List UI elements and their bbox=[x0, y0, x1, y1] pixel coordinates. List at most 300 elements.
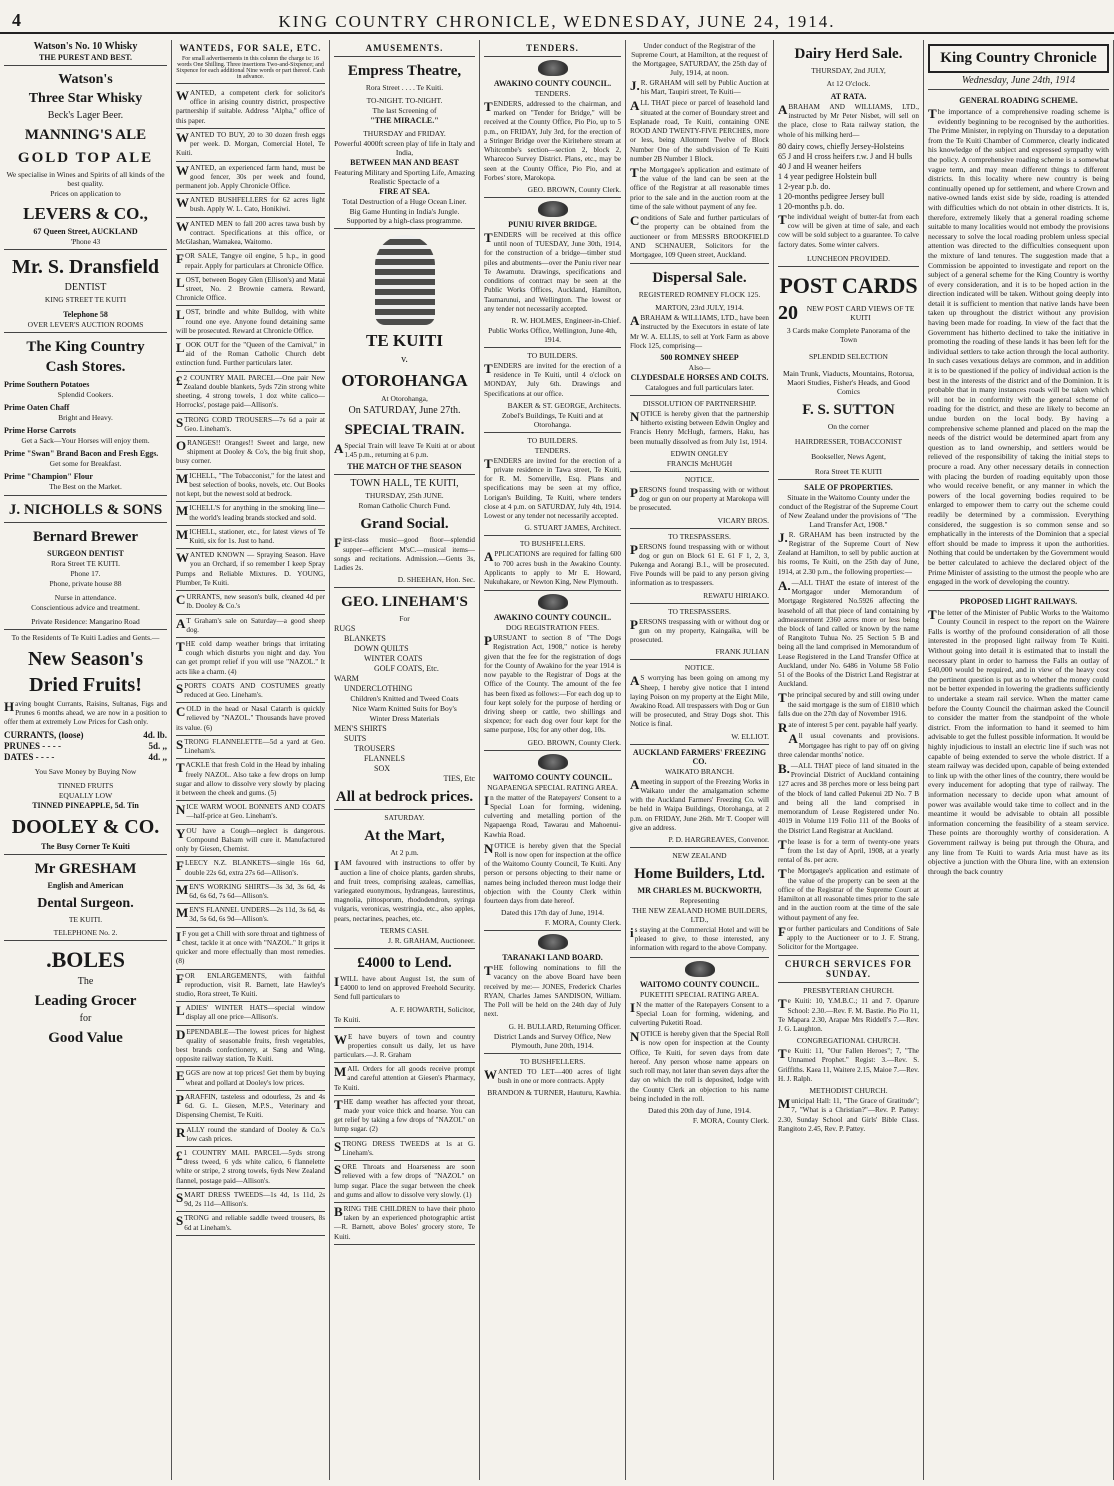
at-12: At 12 O'clock. bbox=[826, 79, 871, 88]
classified-ad: LOST, brindle and white Bulldog, with white round one eye. Anyone found detaining same will be prosecuted. Reward at Chronicle Office. bbox=[176, 306, 325, 339]
mortgagee: The Mortgagee's application and estimate of the value of the land can be seen at the office of the Registrar at all reasonable times prior to the sale and in the auction room at the time of the sale without payment of any fee. bbox=[630, 164, 769, 211]
empress: Empress Theatre, bbox=[347, 63, 462, 79]
levers: LEVERS & CO., bbox=[23, 204, 148, 223]
buckworth: MR CHARLES M. BUCKWORTH, bbox=[637, 885, 762, 895]
dated: Dated this 20th day of June, 1914. bbox=[648, 1106, 751, 1115]
brown2: GEO. BROWN, County Clerk. bbox=[527, 737, 621, 747]
notice: NOTICE. bbox=[684, 474, 715, 484]
trespassers2: TO TRESPASSERS. bbox=[668, 606, 731, 616]
page-number: 4 bbox=[12, 10, 21, 30]
herd-item: 40 J and H weaner heifers bbox=[778, 161, 862, 171]
mora: F. MORA, County Clerk. bbox=[692, 1116, 769, 1125]
sale-prop: SALE OF PROPERTIES. bbox=[804, 482, 893, 492]
saturday2: SATURDAY. bbox=[384, 813, 425, 823]
classified-ad: AT Graham's sale on Saturday—a good sheep dog. bbox=[176, 615, 325, 638]
classified-ad: MICHELL'S for anything in the smoking line—the world's leading brands stocked and sold. bbox=[176, 502, 325, 525]
amusements-head: AMUSEMENTS. bbox=[365, 43, 444, 53]
empress-rora: Rora Street . . . . Te Kuiti. bbox=[365, 83, 444, 92]
lease-term: The lease is for a term of twenty-one years from the 1st day of April, 1908, at a yearly rental of 8s. per acre. bbox=[778, 836, 919, 865]
presbyterian: PRESBYTERIAN CHURCH. bbox=[803, 986, 894, 996]
julian: FRANK JULIAN bbox=[715, 647, 769, 657]
cash-stores-1: The King Country bbox=[26, 339, 145, 355]
fruits-para: Having bought Currants, Raisins, Sultanas, Figs and Prunes 6 months ahead, we are now in a position to offer them at extremely Low Prices for Cash only. bbox=[4, 699, 167, 727]
rate: Rate of interest 5 per cent. payable half yearly. bbox=[778, 720, 918, 736]
mchugh: FRANCIS McHUGH bbox=[666, 458, 733, 468]
lineham-for: For bbox=[399, 614, 410, 624]
classified-ad: LOOK OUT for the "Queen of the Carnival," in aid of the Roman Catholic Church debt extinction fund. Further particulars later. bbox=[176, 339, 325, 372]
column-6 bbox=[774, 40, 924, 1480]
railways-head: PROPOSED LIGHT RAILWAYS. bbox=[959, 596, 1078, 606]
mannings: MANNING'S ALE bbox=[24, 127, 147, 143]
staying: is staying at the Commercial Hotel and will be pleased to give, to those interested, any information with regard to the above Company. bbox=[630, 924, 769, 953]
leading: Leading Grocer bbox=[34, 992, 137, 1009]
classified-ad: WANTED, an experienced farm hand, must be good fencer, 30s per week and found, permanent job. Apply Chronicle Office. bbox=[176, 162, 325, 195]
also: Also— bbox=[688, 363, 711, 373]
ngap-text: In the matter of the Ratepayers' Consent to a Special Loan for forming, widening, culverting and metalling portion of the Ngapaenga Road, Tawarau and Mahoenui-Kawhia Road. bbox=[484, 792, 621, 839]
classified-ad: STRONG FLANNELETTE—5d a yard at Geo. Lineham's. bbox=[176, 736, 325, 759]
dog-reg: DOG REGISTRATION FEES. bbox=[505, 623, 600, 633]
council-crest-icon bbox=[484, 201, 621, 217]
twenty: 20 bbox=[778, 301, 798, 324]
mens-item: SUITS bbox=[344, 734, 367, 744]
dairy: Dairy Herd Sale. bbox=[794, 46, 903, 62]
classified-ad: STRONG DRESS TWEEDS at 1s at G. Lineham's. bbox=[334, 1138, 475, 1161]
hargreaves: P. D. HARGREAVES, Convenor. bbox=[668, 834, 769, 844]
product-item: Prime Horse Carrots Get a Sack—Your Horses will enjoy them. bbox=[4, 426, 150, 445]
james: G. STUART JAMES, Architect. bbox=[524, 523, 621, 533]
railways-text: The letter of the Minister of Public Works to the Waitomo County Council in respect to the report on the Wairere Falls is worthy of the profound consideration of all those interested in the proposed light railway from Te Kuiti. Without going into detail it is estimated that to install the necessary plant in order to harness the Falls an outlay of £40,000 would be required, and in view of the heavy cost the pertinent question is put as to whether the money could not be better expended in lowering the gradients sufficiently to undertake a steam rail service. When the matter came before the County Council the chairman asked the Council to consider the matter from the standpoint of the whole district. From the information to hand it seemed to him advisable to get the fullest possible information. It would be highly injudicious to install an electric line if such was not capable of being extended to serve the whole district. If a steam railway was decided upon, capable of being extended to link up with the other lines of the country, there would be every inducement for adopting that type of railway. The information necessary to decide upon what amount of power was available would take time to collect and in the meantime it would be advisable to obtain all possible information concerning the feasibility of a steam service. These points are thoroughly worthy of consideration. A Government railway is being put through the Ohura, and any line from Te Kuiti to wards Aria must have as its objective a junction with the Ohura line, with an extension through the back country bbox=[928, 606, 1109, 876]
at-rata: AT RATA. bbox=[830, 92, 867, 101]
dooley: DOOLEY & CO. bbox=[11, 815, 160, 838]
holmes: R. W. HOLMES, Engineer-in-Chief. bbox=[511, 315, 621, 325]
classified-ad: THE damp weather has affected your throat, made your voice thick and hoarse. You can get relief by taking a few drops of "NAZOL" on lump sugar. (2) bbox=[334, 1096, 475, 1138]
column-1 bbox=[0, 40, 172, 1480]
classified-ad: £2 COUNTRY MAIL PARCEL—One pair New Zealand double blankets, 5yds 72in strong white sheeting, 4 strong towels, 1 doz white calico—Horrocks', postage paid—Allison's. bbox=[176, 372, 325, 414]
mens-item: TIES, Etc bbox=[443, 774, 475, 784]
column-4 bbox=[480, 40, 626, 1480]
goods-item: WARM bbox=[334, 674, 359, 684]
romney: 500 ROMNEY SHEEP bbox=[660, 353, 739, 363]
to-builders2: TO BUILDERS. bbox=[527, 435, 578, 445]
featuring: Featuring Military and Sporting Life, Amazing Realistic Spectacle of a bbox=[334, 168, 475, 186]
thursday-friday: THURSDAY and FRIDAY. bbox=[363, 129, 446, 138]
saturday-27: On SATURDAY, June 27th. bbox=[348, 405, 461, 416]
conditions: Conditions of Sale and further particulars of the property can be obtained from the auctioneer or from MESSRS BROOKFIELD AND SCHNAUER, Solicitors for the Mortgagee, 109 Queen street, Auckland. bbox=[630, 213, 769, 259]
goods-item: UNDERCLOTHING bbox=[344, 684, 413, 694]
boles-for: for bbox=[79, 1012, 92, 1024]
graham-text: J.R. GRAHAM will sell by Public Auction at his Mart, Taupiri street, Te Kuiti— bbox=[630, 78, 769, 97]
column-2 bbox=[172, 40, 330, 1480]
herd-item: 1 2-year p.b. do. bbox=[778, 181, 831, 191]
mens-item: TROUSERS bbox=[354, 744, 395, 754]
classified-ad: CURRANTS, new season's bulk, cleaned 4d per lb. Dooley & Co.'s bbox=[176, 591, 325, 614]
bushfellers2: TO BUSHFELLERS. bbox=[519, 1056, 586, 1066]
mens-list bbox=[334, 724, 475, 783]
a-all: A.—ALL THAT the estate of interest of the Mortgagor under Memorandum of Mortgage Registered No.5926 affecting the leasehold of all that piece of land containing by admeasurement 2360 acres more or less being the block of land called or known by the name of Rangitoto Tuhua No. 25 Section 5 B and being all the land comprised in Memorandum of Lease Registered in the Land Transfer Office at Auckland, under No. 6486 in Volume 58 Folio 51 of the Books of the District Land Registrar at Auckland. bbox=[778, 577, 919, 689]
match-otorohanga: OTOROHANGA bbox=[341, 371, 468, 390]
classified-ad: FLEECY N.Z. BLANKETS—single 16s 6d, double 22s 6d, extra 27s 6d—Allison's. bbox=[176, 857, 325, 880]
eng-am: English and American bbox=[47, 880, 124, 890]
luncheon: LUNCHEON PROVIDED. bbox=[807, 253, 890, 263]
phone17: Phone 17. bbox=[70, 569, 101, 578]
classified-ad: IF you get a Chill with sore throat and tightness of chest, tackle it at once with "NAZOL." It grips it quicker and more effectually than most remedies. (8) bbox=[176, 928, 325, 970]
dispersal: Dispersal Sale. bbox=[652, 270, 747, 287]
vicary-text: PERSONS found trespassing with or without dog or gun on our property at Marokopa will be prosecuted. bbox=[630, 484, 769, 513]
childrens: Children's Knitted and Tweed Coats bbox=[350, 694, 459, 704]
mora: F. MORA, County Clerk. bbox=[544, 918, 621, 928]
ongley: EDWIN ONGLEY bbox=[670, 448, 729, 458]
at-mart: At the Mart, bbox=[364, 828, 445, 845]
all-that: ALL THAT piece or parcel of leasehold land situated at the corner of Boundary street and Esplanade road, Te Kuiti, containing ONE ROOD AND TWENTY-FIVE PERCHES, more or less, being Allotment Twelve of Block Number One of the subdivision of Te Kuiti number 2B Number 1 Block. bbox=[630, 98, 769, 163]
zobel: Zobel's Buildings, Te Kuiti and at Otorohanga. bbox=[501, 410, 604, 429]
match-te-kuiti: TE KUITI bbox=[366, 331, 443, 350]
taranaki: TARANAKI LAND BOARD. bbox=[502, 953, 603, 963]
church-head: CHURCH SERVICES FOR SUNDAY. bbox=[784, 959, 913, 980]
bedrock: All at bedrock prices. bbox=[335, 789, 474, 806]
phone-private: Phone, private house 88 bbox=[49, 579, 122, 588]
elliot-text: AS worrying has been going on among my Sheep, I hereby give notice that I intend laying Poison on my property at the Eight Mile, Awakino Road. All trespassers with Dog or Gun will be prosecuted, and Stray Dogs shot. This Notice is final. bbox=[630, 673, 769, 729]
train-text: ASpecial Train will leave Te Kuiti at or about 1.45 p.m., returning at 6 p.m. bbox=[334, 441, 475, 460]
classified-ad: BRING THE CHILDREN to have their photo taken by an experienced photographic artist—R. Barnett, above Boles' grocery store, Te Kuiti. bbox=[334, 1203, 475, 1245]
te-kuiti: Te Kuiti. bbox=[334, 1014, 361, 1024]
brewer: Bernard Brewer bbox=[32, 529, 139, 545]
classified-ad: PARAFFIN, tasteless and odourless, 2s and 4s 6d. G. L. Giesen, M.P.S., Veterinary and Dispensing Chemist, Te Kuiti. bbox=[176, 1091, 325, 1124]
marton: MARTON, 23rd JULY, 1914. bbox=[655, 303, 744, 313]
wanted-let: WANTED TO LET—400 acres of light bush in one or more contracts. Apply bbox=[484, 1066, 621, 1085]
congregational: CONGREGATIONAL CHURCH. bbox=[796, 1036, 901, 1046]
dissolution-text: NOTICE is hereby given that the partnership hitherto existing between Edwin Ongley and Francis Henry McHugh, farmers, Haku, has been mutually dissolved as from July 1st, 1914. bbox=[630, 409, 769, 446]
price-row: DATES - - - - 4d. ,, bbox=[4, 751, 167, 762]
goods-item: DOWN QUILTS bbox=[354, 644, 409, 654]
bookseller: Bookseller, News Agent, bbox=[811, 451, 886, 461]
classified-ad: EGGS are now at top prices! Get them by buying wheat and pollard at Dooley's low prices. bbox=[176, 1067, 325, 1090]
at-otoro: At Otorohanga, bbox=[381, 394, 428, 403]
dissolution: DISSOLUTION OF PARTNERSHIP. bbox=[642, 399, 757, 409]
herd-list bbox=[778, 142, 919, 211]
classified-ad: WANTED TO BUY, 20 to 30 dozen fresh eggs per week. D. Morgan, Comercial Hotel, Te Kuiti. bbox=[176, 129, 325, 162]
private-res: Private Residence: Mangarino Road bbox=[31, 617, 140, 626]
council-crest-icon bbox=[484, 754, 621, 770]
tele: TELEPHONE No. 2. bbox=[53, 927, 118, 937]
busy-corner: The Busy Corner Te Kuiti bbox=[41, 841, 130, 851]
fire: FIRE AT SEA. bbox=[379, 187, 430, 196]
classified-ad: LOST, between Bogey Glen (Ellison's) and Matai street, No. 2 Brownie camera. Reward, Chronicle Office. bbox=[176, 274, 325, 307]
three-star: Three Star Whisky bbox=[28, 91, 143, 106]
lend: £4000 to Lend. bbox=[357, 954, 452, 971]
conscientious: Conscientious advice and treatment. bbox=[31, 603, 140, 612]
classified-ad: TACKLE that fresh Cold in the Head by inhaling freely NAZOL. Also take a few drops on lump sugar and allow to dissolve very slowly by placing it between the cheek and gums. (5) bbox=[176, 759, 325, 801]
council-crest-icon bbox=[484, 594, 621, 610]
waitomo: WAITOMO COUNTY COUNCIL. bbox=[639, 979, 760, 989]
howarth: A. F. HOWARTH, Solicitor, bbox=[390, 1004, 475, 1014]
rora-street: Rora Street TE KUITI. bbox=[50, 559, 120, 568]
council-crest-icon bbox=[484, 60, 621, 76]
classified-ad: SMART DRESS TWEEDS—1s 4d, 1s 11d, 2s 9d, 2s 11d—Allison's. bbox=[176, 1189, 325, 1212]
cash-stores-2: Cash Stores. bbox=[45, 359, 126, 375]
rora: Rora Street TE KUITI bbox=[814, 466, 883, 476]
herd-item: 1 4 year pedigree Holstein bull bbox=[778, 171, 877, 181]
classified-ad: WANTED KNOWN — Spraying Season. Have you an Orchard, if so remember I keep Spray Pumps and Reliable Mixtures. D. YOUNG, Plumber, Te Kuiti. bbox=[176, 549, 325, 591]
freezing-text: Ameeting in support of the Freezing Works in Waikato under the amalgamation scheme with the Auckland Farmers' Freezing Co. will be held in Waipa Buildings, Otorohanga, at 2 p.m. on FRIDAY, June 26th. Mr T. Cooper will give an address. bbox=[630, 776, 769, 832]
three-cards: 3 Cards make Complete Panorama of the Town bbox=[786, 325, 911, 344]
town-hall: TOWN HALL, TE KUITI, bbox=[350, 478, 459, 490]
column-3 bbox=[330, 40, 480, 1480]
match-season: THE MATCH OF THE SEASON bbox=[347, 462, 462, 472]
trespassers: TO TRESPASSERS. bbox=[668, 531, 731, 541]
new-post: NEW POST CARD VIEWS OF TE KUITI bbox=[806, 304, 915, 323]
graham: J. R. GRAHAM, Auctioneer. bbox=[388, 935, 475, 945]
waitomo: WAITOMO COUNTY COUNCIL. bbox=[492, 772, 613, 782]
b-all: B.—ALL THAT piece of land situated in the Provincial District of Auckland containing 127 acres and 38 perches more or less being part of the block of land called Pukenui 2D No. 7 B and being all the land comprised in memorandum of Lease Registered under No. 4019 in Volume 119 Folio 111 of the Books of the District Land Registrar at Auckland. bbox=[778, 761, 919, 835]
situate: Situate in the Waitomo County under the conduct of the Registrar of the Supreme Court of New Zealand under the provisions of "The Land Transfer Act, 1908." bbox=[779, 492, 918, 529]
football-player-illustration bbox=[334, 235, 475, 325]
post-cards-row bbox=[778, 302, 919, 325]
surgeon: SURGEON DENTIST bbox=[47, 549, 124, 558]
wanteds-head: WANTEDS, FOR SALE, ETC. bbox=[179, 43, 322, 53]
dated: Dated this 17th day of June, 1914. bbox=[501, 908, 604, 918]
classified-ad: FOR SALE, Tangye oil engine, 5 h.p., in good repair. Apply for particulars at Chronicle Office. bbox=[176, 250, 325, 273]
levers-phone: 'Phone 43 bbox=[70, 237, 101, 246]
classified-list bbox=[176, 87, 325, 1236]
classified-ad: DEPENDABLE—The lowest prices for highest quality of seasonable fruits, fresh vegetables, best brands confectionery, at Sang and Wing, opposite railway station, Te Kuiti. bbox=[176, 1026, 325, 1068]
watson-sub: THE PUREST AND BEST. bbox=[38, 53, 133, 62]
product-list bbox=[4, 380, 167, 491]
dransfield: Mr. S. Dransfield bbox=[11, 256, 160, 278]
product-item: Prime "Swan" Brand Bacon and Fresh Eggs. Get some for Breakfast. bbox=[4, 449, 159, 468]
between: BETWEEN MAN AND BEAST bbox=[350, 158, 459, 167]
abraham-text: ABRAHAM & WILLIAMS, LTD., have been instructed by the Executors in estate of late Mr W. A. ELLIS, to sell at York Farm as above Flock 125, comprising— bbox=[630, 313, 769, 350]
special-train: SPECIAL TRAIN. bbox=[344, 422, 465, 438]
equally: EQUALLY LOW bbox=[58, 790, 113, 800]
brandon: BRANDON & TURNER, Hauturu, Kawhia. bbox=[487, 1088, 621, 1097]
classified-ad: WE have buyers of town and country properties consult us daily, let us have particulars.—J. R. Graham bbox=[334, 1031, 475, 1064]
classified-ad: MICHELL, stationer, etc., for latest views of Te Kuiti, six for 1s. Just to hand. bbox=[176, 526, 325, 549]
mortgagee: The Mortgagee's application and estimate of the value of the property can be seen at the office of the Registrar of the Supreme Court at Hamilton at all reasonable times prior to the sale and in the auction room at the time of the sale without payment of any fee. bbox=[778, 866, 919, 922]
roading-text: The importance of a comprehensive roading scheme is evidently beginning to be recognised by the authorities. The Prime Minister, in replying on Thursday to a deputation from the Te Kuiti Chamber of Commerce, clearly indicated his knowledge of the subject and expressed sympathy with the policy. A comprehensive roading scheme is a somewhat vague term, and may mean different things to different districts. In this locality where new country is being continually opened up for settlement, and where Crown and native-owned lands exist side by side, roading is attended with difficulties which do not obtain in other districts. It is, therefore, extremely likely that a general roading scheme suitable to many localities would not embody the provisions necessary to solve the local roading problem unless special attention was directed to the difficulties consequent upon the mixture of land tenures. The suggestion made that a Commission be appointed to investigate and report on the subject of a general scheme for the King Country is worthy of every consideration, and it is to be hoped action in the direction indicated will be taken. Without going deeply into detail it is sufficient to mention that native lands have been taken up throughout the district without any provision having been made for roading. In view of the fact that the Government has hitherto declined to take the initiative in promoting the roading of these lands it has been left for the individual settlers to take action through the local authority. In such cases vexatious delays are common, and in addition it is to be questioned if the policy of individual action is the best in the interests of the district and of the Dominion. It is probable that in many instances roads will be taken which will not be in conformity with the general scheme of roading for the district, and these are likely to become an undue burden on the local body. By having a comprehensive scheme planned and placed on the map the needs of the district would be determined apart from any question as to land ownership, and settlers would be relieved of the responsibility of taking the initial steps to procure a road. Any other necessary details in connection with placing the burden of roading equitably upon those who would receive benefit, or any manner in which the powers of the local governing bodies required to be enlarged to empower them to carry out the scheme could readily be determined by a commission. Everything considered, the suggestion is so common sense and so emphatically in the interests of the Dominion that a special effort should be made to impress it upon the authorities. Nothing that could be undertaken by the Government would be better calculated to achieve the declared object of the Prime Minister of assisting to the utmost the people who are engaged in the work of developing the country. bbox=[928, 106, 1109, 587]
product-item: Prime "Champion" Flour The Best on the Market. bbox=[4, 472, 122, 491]
classified-ad: WANTED, a competent clerk for solicitor's office in arising country district, prospective partnership if suitable. Address "Alpha," office of this paper. bbox=[176, 87, 325, 129]
thursday-25: THURSDAY, 25th JUNE. bbox=[365, 491, 444, 501]
watson-head: Watson's No. 10 Whisky bbox=[33, 41, 138, 52]
hiriako-text: PERSONS found trespassing with or without dog or gun on Block 61 E. 61 F 1, 2, 3, Pukenga and Aorangi B.1., will be prosecuted. Five Pounds will be paid to any person giving information as to trespassers. bbox=[630, 541, 769, 588]
editorial-title: King Country Chronicle bbox=[928, 44, 1109, 73]
on-corner: On the corner bbox=[827, 421, 870, 431]
hairdresser: HAIRDRESSER, TOBACCONIST bbox=[794, 436, 903, 446]
classified-ad: YOU have a Cough—neglect is dangerous. Compound Balsam will cure it. Manufactured only by Giesen, Chemist. bbox=[176, 825, 325, 858]
baker: BAKER & ST. GEORGE, Architects. bbox=[507, 400, 621, 410]
becks: Beck's Lager Beer. bbox=[47, 110, 124, 121]
terms: TERMS CASH. bbox=[380, 925, 429, 935]
at-2pm: At 2 p.m. bbox=[390, 848, 419, 858]
awakino2: AWAKINO COUNTY COUNCIL. bbox=[493, 613, 612, 623]
dog-text: PURSUANT to section 8 of "The Dogs Registration Act, 1908," notice is hereby given that the fee for the registration of dogs for the County of Awakino for the year 1914 is now payable to the Registrar of Dogs at the Office of the County. The amount of the fee has been fixed as follows:—For each dog up to four kept solely for the purpose of herding or driving sheep or cattle, two shillings and sixpence; for each dog over four kept for the same purpose, 10s; for any other dog, 10s. bbox=[484, 633, 621, 735]
classified-ad: WANTED BUSHFELLERS for 62 acres light bush. Apply W. L. Cato, Honikiwi. bbox=[176, 194, 325, 217]
gold-top: GOLD TOP ALE bbox=[17, 150, 154, 166]
hiriako: REWATU HIRIAKO. bbox=[703, 590, 769, 600]
splendid: SPLENDID SELECTION bbox=[809, 351, 888, 361]
boles: .BOLES bbox=[46, 946, 125, 972]
classified-ad: SORE Throats and Hoarseness are soon relieved with a few drops of "NAZOL" on lump sugar. Place the sugar between the cheek and gums and allow to dissolve very slowly. (1) bbox=[334, 1161, 475, 1203]
post-cards: POST CARDS bbox=[779, 272, 918, 298]
match-v: v. bbox=[401, 354, 408, 365]
notice-puketiti: NOTICE is hereby given that the Special Roll is now open for inspection at the County Office, Te Kuiti, for seven days from date hereof. Any person whose name appears on such roll may, not later than seven days after the day on which the roll is deposited, lodge with the County Clerk an objection to his name being included in the roll. bbox=[630, 1029, 769, 1103]
catalogues: Catalogues and full particulars later. bbox=[645, 383, 754, 393]
julian-text: PERSONS trespassing with or without dog or gun on my property, Kaingaika, will be prosecuted. bbox=[630, 616, 769, 645]
grand-social: Grand Social. bbox=[360, 516, 449, 533]
save-money: You Save Money by Buying Now bbox=[34, 766, 137, 776]
rc-fund: Roman Catholic Church Fund. bbox=[358, 501, 451, 511]
notice2: NOTICE. bbox=[684, 663, 715, 673]
notice-text: NOTICE is hereby given that the Special Roll is now open for inspection at the office of the Waitomo County Council, Te Kuiti. Any person or persons objecting to their name or names being included thereon must lodge their objection with the County Clerk within fourteen days from date hereof. bbox=[484, 840, 621, 906]
classified-ad: STRONG and reliable saddle tweed trousers, 8s 6d at Lineham's. bbox=[176, 1212, 325, 1235]
sheehan: D. SHEEHAN, Hon. Sec. bbox=[397, 575, 475, 585]
classified-ad: FOR ENLARGEMENTS, with faithful reproduction, visit R. Barnett, late Hawley's studio, Rora street, Te Kuiti. bbox=[176, 970, 325, 1003]
covenants: All usual covenants and provisions. Mortgagee has right to pay off on giving three calendar months' notice. bbox=[778, 731, 919, 759]
roading-head: GENERAL ROADING SCHEME. bbox=[959, 96, 1078, 105]
bushfellers: TO BUSHFELLERS. bbox=[519, 539, 586, 549]
nz: NEW ZEALAND bbox=[672, 850, 727, 860]
mens-item: FLANNELS bbox=[364, 754, 405, 764]
awakino: AWAKINO COUNTY COUNCIL. bbox=[493, 79, 612, 88]
classified-ad: NICE WARM WOOL BONNETS AND COATS—half-price at Geo. Lineham's. bbox=[176, 801, 325, 824]
new-season: New Season's bbox=[27, 648, 143, 670]
good-value: Good Value bbox=[48, 1029, 123, 1046]
classified-ad: £1 COUNTRY MAIL PARCEL—5yds strong dress tweed, 6 yds white calico, 6 flannelette white or stripe, 2 strong towels, 6yds New Zealand flannel, postage paid—Allison's. bbox=[176, 1147, 325, 1189]
nicholls: J. NICHOLLS & SONS bbox=[8, 502, 163, 518]
tekuiti: TE KUITI. bbox=[68, 914, 103, 924]
bush-text: APPLICATIONS are required for falling 600 to 700 acres bush in the Awakino County. Applicants to apply to Mr E. Howard, Nukuhakare, or Newton King, New Plymouth. bbox=[484, 549, 621, 586]
butter-fat: The individual weight of butter-fat from each cow will be given at time of sale, and each cow will be sold subject to a guarantee. To calve factory dates. Some winter calvers. bbox=[778, 211, 919, 249]
product-item: Prime Southern Potatoes Splendid Cookers. bbox=[4, 380, 114, 399]
methodist: METHODIST CHURCH. bbox=[809, 1086, 888, 1096]
lineham: GEO. LINEHAM'S bbox=[341, 594, 468, 611]
home-builders: Home Builders, Ltd. bbox=[634, 865, 765, 882]
big-game: Big Game Hunting in India's Jungle. Supported by a high-class programme. bbox=[346, 207, 463, 225]
ngapaenga: NGAPAENGA SPECIAL RATING AREA. bbox=[487, 782, 618, 792]
registered: REGISTERED ROMNEY FLOCK 125. bbox=[638, 290, 761, 300]
principal: The principal secured by and still owing under the said mortgage is the sum of £1810 which falls due on the 27th day of November 1916. bbox=[778, 690, 919, 718]
herd-item: 1 20-months pedigree Jersey bull bbox=[778, 191, 885, 201]
levers-addr: 67 Queen Street, AUCKLAND bbox=[33, 227, 138, 236]
herd-item: 65 J and H cross heifers r.w. J and H bulls bbox=[778, 151, 913, 161]
council-crest-icon bbox=[484, 934, 621, 950]
col5-intro: Under conduct of the Registrar of the Supreme Court, at Hamilton, at the request of the Mortgagee, SATURDAY, the 25th day of July, 1914, at noon. bbox=[631, 41, 768, 77]
miracle: "THE MIRACLE." bbox=[370, 116, 439, 125]
council-crest-icon bbox=[630, 961, 769, 977]
nice-warm: Nice Warm Knitted Suits for Boy's bbox=[352, 704, 457, 714]
tenders2-text: TENDERS are invited for the erection of a private residence in Tawa street, Te Kuiti, for R. M. Somerville, Esq. Plans and specifications may be seen at my office, Lorigan's Building, Te Kuiti, where tenders close at 4 p.m. on SATURDAY, July 4th, 1914. Lowest or any tender not necessarily accepted. bbox=[484, 455, 621, 521]
goods-item: GOLF COATS, Etc. bbox=[374, 664, 439, 674]
nzhb: THE NEW ZEALAND HOME BUILDERS, LTD., bbox=[631, 905, 768, 924]
presby-text: Te Kuiti: 10, Y.M.B.C.; 11 and 7. Oparure School: 2.30.—Rev. F. M. Bastie. Pio Pio 11, Te Mapara 2.30, Arapae Mrs Riddell's 7.—Rev. J. G. Laughton. bbox=[778, 996, 919, 1034]
taranaki-text: THE following nominations to fill the vacancy on the above Board have been received by me:— JONES, Frederick Charles RYAN, Charles James SANDISON, William. The Poll will be held on the 24th day of July next. bbox=[484, 963, 621, 1019]
elliot: W. ELLIOT. bbox=[731, 731, 769, 741]
watson2: Watson's bbox=[58, 72, 113, 87]
sutton: F. S. SUTTON bbox=[802, 401, 895, 418]
herd-item: 1 20-months p.b. do. bbox=[778, 201, 845, 211]
winter-dress: Winter Dress Materials bbox=[369, 714, 440, 724]
awakino-text: TENDERS, addressed to the chairman, and marked on "Tender for Bridge," will be received at the County Office, Pio Pio, up to 5 p.m., on FRIDAY, July 3rd, for the erection of a Stringer Bridge over the Kiritehere stream at Whitcombe's section—section 2, block 2, Wharecoo Survey District. Plans, etc., may be seen at the County Office, Pio Pio, and at Forbes' store, Marokopa. bbox=[484, 99, 621, 182]
king-street: KING STREET TE KUITI bbox=[44, 295, 127, 304]
puniu-text: TENDERS will be received at this office until noon of TUESDAY, June 30th, 1914, for the construction of a bridge—timber stud piles and abutments—over the Puniu river near Te Awamutu. Drawings, specifications and conditions of contract may be seen at the Public Works Offices, Auckland, Hamilton, Taumarunui, and Wellington. The lowest or any tender not necessarily accepted. bbox=[484, 229, 621, 313]
goods-item: BLANKETS bbox=[344, 634, 386, 644]
herd-item: 80 dairy cows, chiefly Jersey-Holsteins bbox=[778, 141, 904, 151]
powerful: Powerful 4000ft screen play of life in Italy and India, bbox=[334, 139, 475, 157]
vicary: VICARY BROS. bbox=[717, 515, 769, 525]
classified-ad: SPORTS COATS AND COSTUMES greatly reduced at Geo. Lineham's. bbox=[176, 680, 325, 703]
waikato: WAIKATO BRANCH. bbox=[664, 766, 735, 776]
further: For further particulars and Conditions of Sale apply to the Auctioneer or to J. F. Strang, Solicitor for the Mortgagee. bbox=[778, 923, 919, 952]
tenders-head: TENDERS. bbox=[526, 43, 579, 53]
tenders2: TENDERS. bbox=[534, 445, 571, 455]
freezing: AUCKLAND FARMERS' FREEZING CO. bbox=[632, 747, 767, 766]
price-row: CURRANTS, (loose) 4d. lb. bbox=[4, 729, 167, 740]
classified-ad: THE cold damp weather brings that irritating cough which disturbs you night and day. You can get prompt relief if you will use "NAZOL." It acts like a charm. (4) bbox=[176, 638, 325, 680]
pineapple: TINNED PINEAPPLE, 5d. Tin bbox=[32, 800, 139, 810]
classified-ad: RALLY round the standard of Dooley & Co.'s low cash prices. bbox=[176, 1124, 325, 1147]
geo-brown: GEO. BROWN, County Clerk. bbox=[527, 184, 621, 194]
classified-ad: STRONG CORD TROUSERS—7s 6d a pair at Geo. Lineham's. bbox=[176, 414, 325, 437]
goods-item: RUGS bbox=[334, 624, 356, 634]
classified-ad: LADIES' WINTER HATS—special window display all one price—Allison's. bbox=[176, 1002, 325, 1025]
column-7 bbox=[924, 40, 1114, 1480]
boles-the: The bbox=[77, 975, 94, 987]
tinned: TINNED FRUITS bbox=[57, 780, 114, 790]
price-list bbox=[4, 730, 167, 762]
wanteds-intro: For small advertisements in this column the charge is: 16 words One Shilling. Three insertions Two-and-Sixpence; and Sixpence for each additional Nine words or part thereof. Cash in advance. bbox=[176, 56, 325, 80]
product-item: Prime Oaten Chaff Bright and Heavy. bbox=[4, 403, 113, 422]
goods-list bbox=[334, 624, 475, 693]
social-text: First-class music—good floor—splendid supper—efficient M'sC.—musical items—songs and recitations. Admission.—Gents 3s, Ladies 2s. bbox=[334, 535, 475, 573]
goods-item: WINTER COATS bbox=[364, 654, 423, 664]
tonight: TO-NIGHT. TO-NIGHT. bbox=[366, 96, 443, 105]
telephone: Telephone 58 bbox=[63, 310, 108, 319]
dentist: DENTIST bbox=[64, 282, 107, 293]
masthead bbox=[0, 0, 1114, 34]
methodist-text: Municipal Hall: 11, "The Grace of Gratitude"; 7, "What is a Christian?"—Rev. P. Pattey: 2.30, Sunday School and Girls' Bible Class. Rangitoto 2.45, Rev. P. Pattey. bbox=[778, 1096, 919, 1133]
classified-ad: MAIL Orders for all goods receive prompt and careful attention at Giesen's Pharmacy, Te Kuiti. bbox=[334, 1063, 475, 1096]
classified-ad: MEN'S FLANNEL UNDERS—2s 11d, 3s 6d, 4s 3d, 5s 6d, 6s 9d—Allison's. bbox=[176, 904, 325, 927]
mart-text: IAM favoured with instructions to offer by auction a line of choice plants, garden shrubs, and fruit trees, comprising azaleas, camellias, variegated euonymous, hydrangeas, laurestinus, magnolia, pittosporum, rhododendron, syringa vulgaris, veronicas, westringia, etc., also apples, pears, nectarines, peaches, etc. bbox=[334, 858, 475, 923]
awakino-tenders: TENDERS. bbox=[534, 89, 571, 98]
thursday: THURSDAY, 2nd JULY, bbox=[811, 66, 886, 75]
over-levers: OVER LEVER'S AUCTION ROOMS bbox=[27, 320, 144, 329]
total: Total Destruction of a Huge Ocean Liner. bbox=[342, 197, 467, 206]
wines-note: We specialise in Wines and Spirits of all kinds of the best quality. bbox=[6, 170, 165, 188]
representing: Representing bbox=[679, 895, 720, 905]
mens-item: MEN'S SHIRTS bbox=[334, 724, 387, 734]
nurse: Nurse in attendance. bbox=[54, 593, 117, 602]
abraham-text: ABRAHAM AND WILLIAMS, LTD., instructed by Mr Peter Nisbet, will sell on the place, close to Rata railway station, the whole of his milking herd— bbox=[778, 102, 919, 139]
lend-text: IWILL have about August 1st, the sum of £4000 to lend on approved Freehold Security. Send full particulars to bbox=[334, 973, 475, 1002]
classified-ad: MEN'S WORKING SHIRTS—3s 3d, 3s 6d, 4s 6d, 6s 6d, 7s 6d—Allison's. bbox=[176, 881, 325, 904]
gresham: Mr GRESHAM bbox=[34, 860, 137, 877]
prices-note: Prices on application to bbox=[50, 189, 121, 198]
classified-ad: COLD in the head or Nasal Catarrh is quickly relieved by "NAZOL." Thousands have proved its value. (6) bbox=[176, 703, 325, 736]
bullard: G. H. BULLARD, Returning Officer. bbox=[508, 1021, 621, 1031]
to-residents: To the Residents of Te Kuiti Ladies and Gents.— bbox=[11, 633, 160, 642]
to-builders: TO BUILDERS. bbox=[527, 350, 578, 360]
graham-text: J.R. GRAHAM has been instructed by the Registrar of the Supreme Court of New Zealand at Hamilton, to sell by public auction at his rooms, Te Kuiti, on the 25th day of June, 1914, at 2.30 p.m., the following properties:— bbox=[778, 529, 919, 576]
dental: Dental Surgeon. bbox=[37, 895, 134, 911]
column-5 bbox=[626, 40, 774, 1480]
puketiti: PUKETITI SPECIAL RATING AREA. bbox=[640, 989, 759, 999]
classified-ad: ORANGES!! Oranges!! Sweet and large, new shipment at Dooley & Co's, the big fruit shop, busy corner. bbox=[176, 437, 325, 470]
district: District Lands and Survey Office, New Plymouth, June 20th, 1914. bbox=[493, 1031, 612, 1050]
last-screening: The last Screening of bbox=[372, 106, 437, 115]
main-trunk: Main Trunk, Viaducts, Mountains, Rotorua, Maori Studies, Fisher's Heads, and Good Comics bbox=[782, 368, 915, 396]
clydesdale: CLYDESDALE HORSES AND COLTS. bbox=[630, 373, 769, 383]
